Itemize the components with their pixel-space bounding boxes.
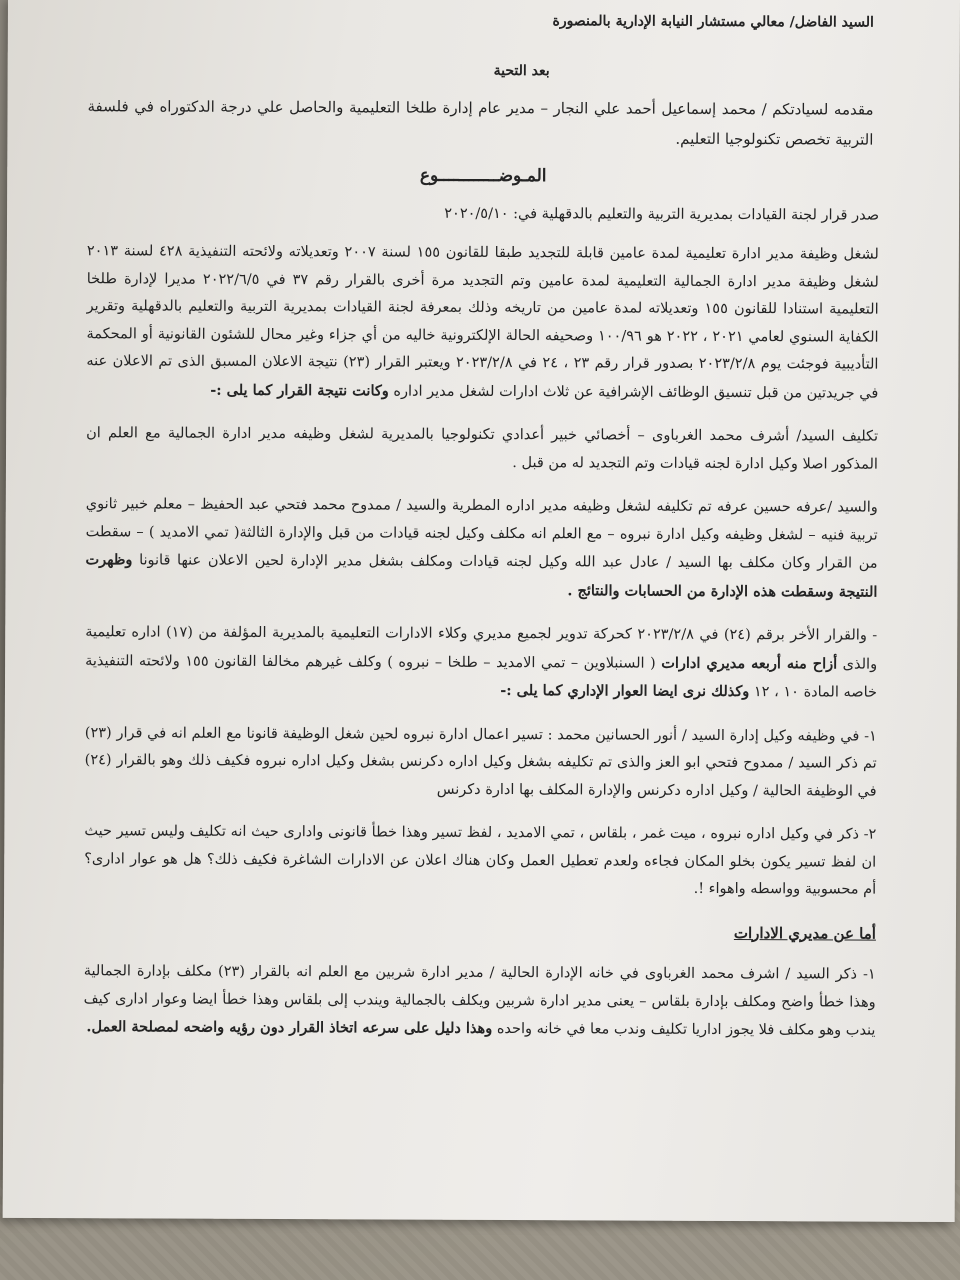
letter-sheet	[3, 0, 960, 1222]
paragraph-bold-text: وكذلك نرى ايضا العوار الإداري كما يلى :-	[500, 682, 750, 701]
section-heading-directors: أما عن مديري الادارات	[733, 923, 876, 943]
decision-line: صدر قرار لجنة القيادات بمديرية التربية والتعليم بالدقهلية في: ٢٠٢٠/٥/١٠	[444, 205, 880, 224]
paragraph-bold-text: أزاح منه أربعه مديري ادارات	[661, 654, 838, 672]
paragraph-text: ١- ذكر السيد / اشرف محمد الغرباوى في خانه الإدارة الحالية / مدير ادارة شربين مع العلم انه بالقرار (٢٣) مكلف بإدارة الجمالية وهذا خطأ واضح ومكلف بإدارة بلقاس – يعنى مدير ادارة شربين ويكلف بالجمالية ويندب إلى بلقاس وهذا خطأ ايضا وعوار ادارى كيف يندب وهو مكلف فلا يجوز اداريا تكليف وندب معا في خانه واحده	[83, 963, 876, 1039]
paragraph-text: والسيد /عرفه حسين عرفه تم تكليفه لشغل وظيفه مدير اداره المطرية والسيد / ممدوح محمد فتحي عبد الحفيظ – معلم خبير ثانوي تربية فنيه – لشغل وظيفه وكيل ادارة نبروه – مع العلم انه مكلف وكيل لجنه قيادات من قبل والإدارة الثالثة( تمي الامديد ) – سقطت من القرار وكان مكلف بها السيد / عادل عبد الله وكيل لجنه قيادات ومكلف بشغل مدير الإدارة لحين الاعلان عنها قانونا	[85, 496, 878, 572]
addressee: السيد الفاضل/ معالي مستشار النيابة الإدارية بالمنصورة	[552, 13, 874, 31]
greeting: بعد التحية	[493, 62, 550, 79]
paragraph-text: - والقرار الأخر برقم (٢٤) في ٢٠٢٣/٢/٨ كحركة تدوير لجميع مديري وكلاء الادارات التعليمية بالمديرية المؤلفة من (١٧) اداره تعليمية والذى	[85, 624, 878, 673]
paragraph-text: لشغل وظيفة مدير ادارة تعليمية لمدة عامين قابلة للتجديد طبقا للقانون ١٥٥ لسنة ٢٠٠٧ وتعديلاته ولائحته التنفيذية ٤٢٨ لسنة ٢٠١٣ لشغل وظيفة مدير ادارة الجمالية التعليمية لمدة عامين وتم التجديد مرة أخرى بالقرار رقم ٣٧ في ٢٠٢٢/٦/٥ مديرا لإدارة طلخا التعليمية استنادا للقانون ١٥٥ وتعديلاته لمدة عامين من تاريخه وذلك بمعرفة لجنة القيادات بمديرية التربية والتعليم بالدقهلية وتقرير الكفاية السنوي لعامي ٢٠٢١ ، ٢٠٢٢ هو ١٠٠/٩٦ وصحيفه الحالة الإلكترونية خاليه من أي جزاء وغير محال للشئون القانونية أو المحكمة التأديبية فوجئت يوم ٢٠٢٣/٢/٨ بصدور قرار رقم ٢٣ ، ٢٤ في ٢٠٢٣/٢/٨ ويعتبر القرار (٢٣) نتيجة الاعلان المسبق الذى تم الاعلان عنه في جريدتين من قبل تنسيق الوظائف الإشرافية عن ثلاث ادارات لشغل مدير اداره	[86, 243, 879, 402]
paragraph-text: ( السنبلاوين – تمي الامديد – طلخا – نبروه ) وكلف غيرهم مخالفا القانون ١٥٥ ولائحته التنفيذية خاصه المادة ١٠ ، ١٢	[85, 652, 878, 701]
paragraph-assignment-2	[85, 491, 877, 606]
list-item-wording-error: ٢- ذكر في وكيل اداره نبروه ، ميت غمر ، بلقاس ، تمي الامديد ، لفظ تسير وهذا خطأ قانونى وادارى حيث انه تكليف وليس تسير حيث ان لفظ تسير يكون بخلو المكان فجاءه ولعدم تعطيل العمل وكان هناك اعلان عن الادارات الشاغرة فكيف ذلك؟ هل هو عوار ادارى؟ أم محسوبية وواسطه واهواء !.	[84, 823, 877, 898]
paragraph-bold-text: وهذا دليل على سرعه اتخاذ القرار دون رؤيه واضحه لمصلحة العمل.	[86, 1018, 493, 1037]
paragraph-bold-text: وكانت نتيجة القرار كما يلى :-	[210, 381, 389, 400]
intro-paragraph: مقدمه لسيادتكم / محمد إسماعيل أحمد علي النجار – مدير عام إدارة طلخا التعليمية والحاصل علي درجة الدكتوراه في فلسفة التربية تخصص تكنولوجيا التعليم.	[87, 97, 874, 149]
paragraph-decision-24	[85, 619, 877, 707]
list-item-deputy-nabaroh: ١- في وظيفه وكيل إدارة السيد / أنور الحسانين محمد : تسير اعمال ادارة نبروه لحين شغل الوظيفة قانونا مع العلم انه في قرار (٢٣) تم ذكر السيد / ممدوح فتحي ابو العز والذى تم تكليفه بشغل وكيل اداره دكرنس بشغل وكيل اداره نبروه فكيف ذلك وهو بالقرار (٢٤) في الوظيفة الحالية / وكيل اداره دكرنس والإدارة المكلف بها ادارة دكرنس	[84, 724, 877, 800]
paragraph-bold-text: وظهرت النتيجة وسقطت هذه الإدارة من الحسابات والنتائج .	[85, 551, 878, 601]
paragraph-appointment-history	[86, 238, 879, 407]
paragraph-assignment-1: تكليف السيد/ أشرف محمد الغرباوى – أخصائي خبير أعدادي تكنولوجيا بالمديرية لشغل وظيفه مدير ادارة الجمالية مع العلم ان المذكور اصلا وكيل ادارة لجنه قيادات وتم التجديد له من قبل .	[86, 425, 879, 473]
letter-body	[83, 6, 880, 1061]
subject-title: المـوضــــــــــــوع	[419, 165, 547, 187]
list-item-director-sherbin	[83, 958, 875, 1045]
